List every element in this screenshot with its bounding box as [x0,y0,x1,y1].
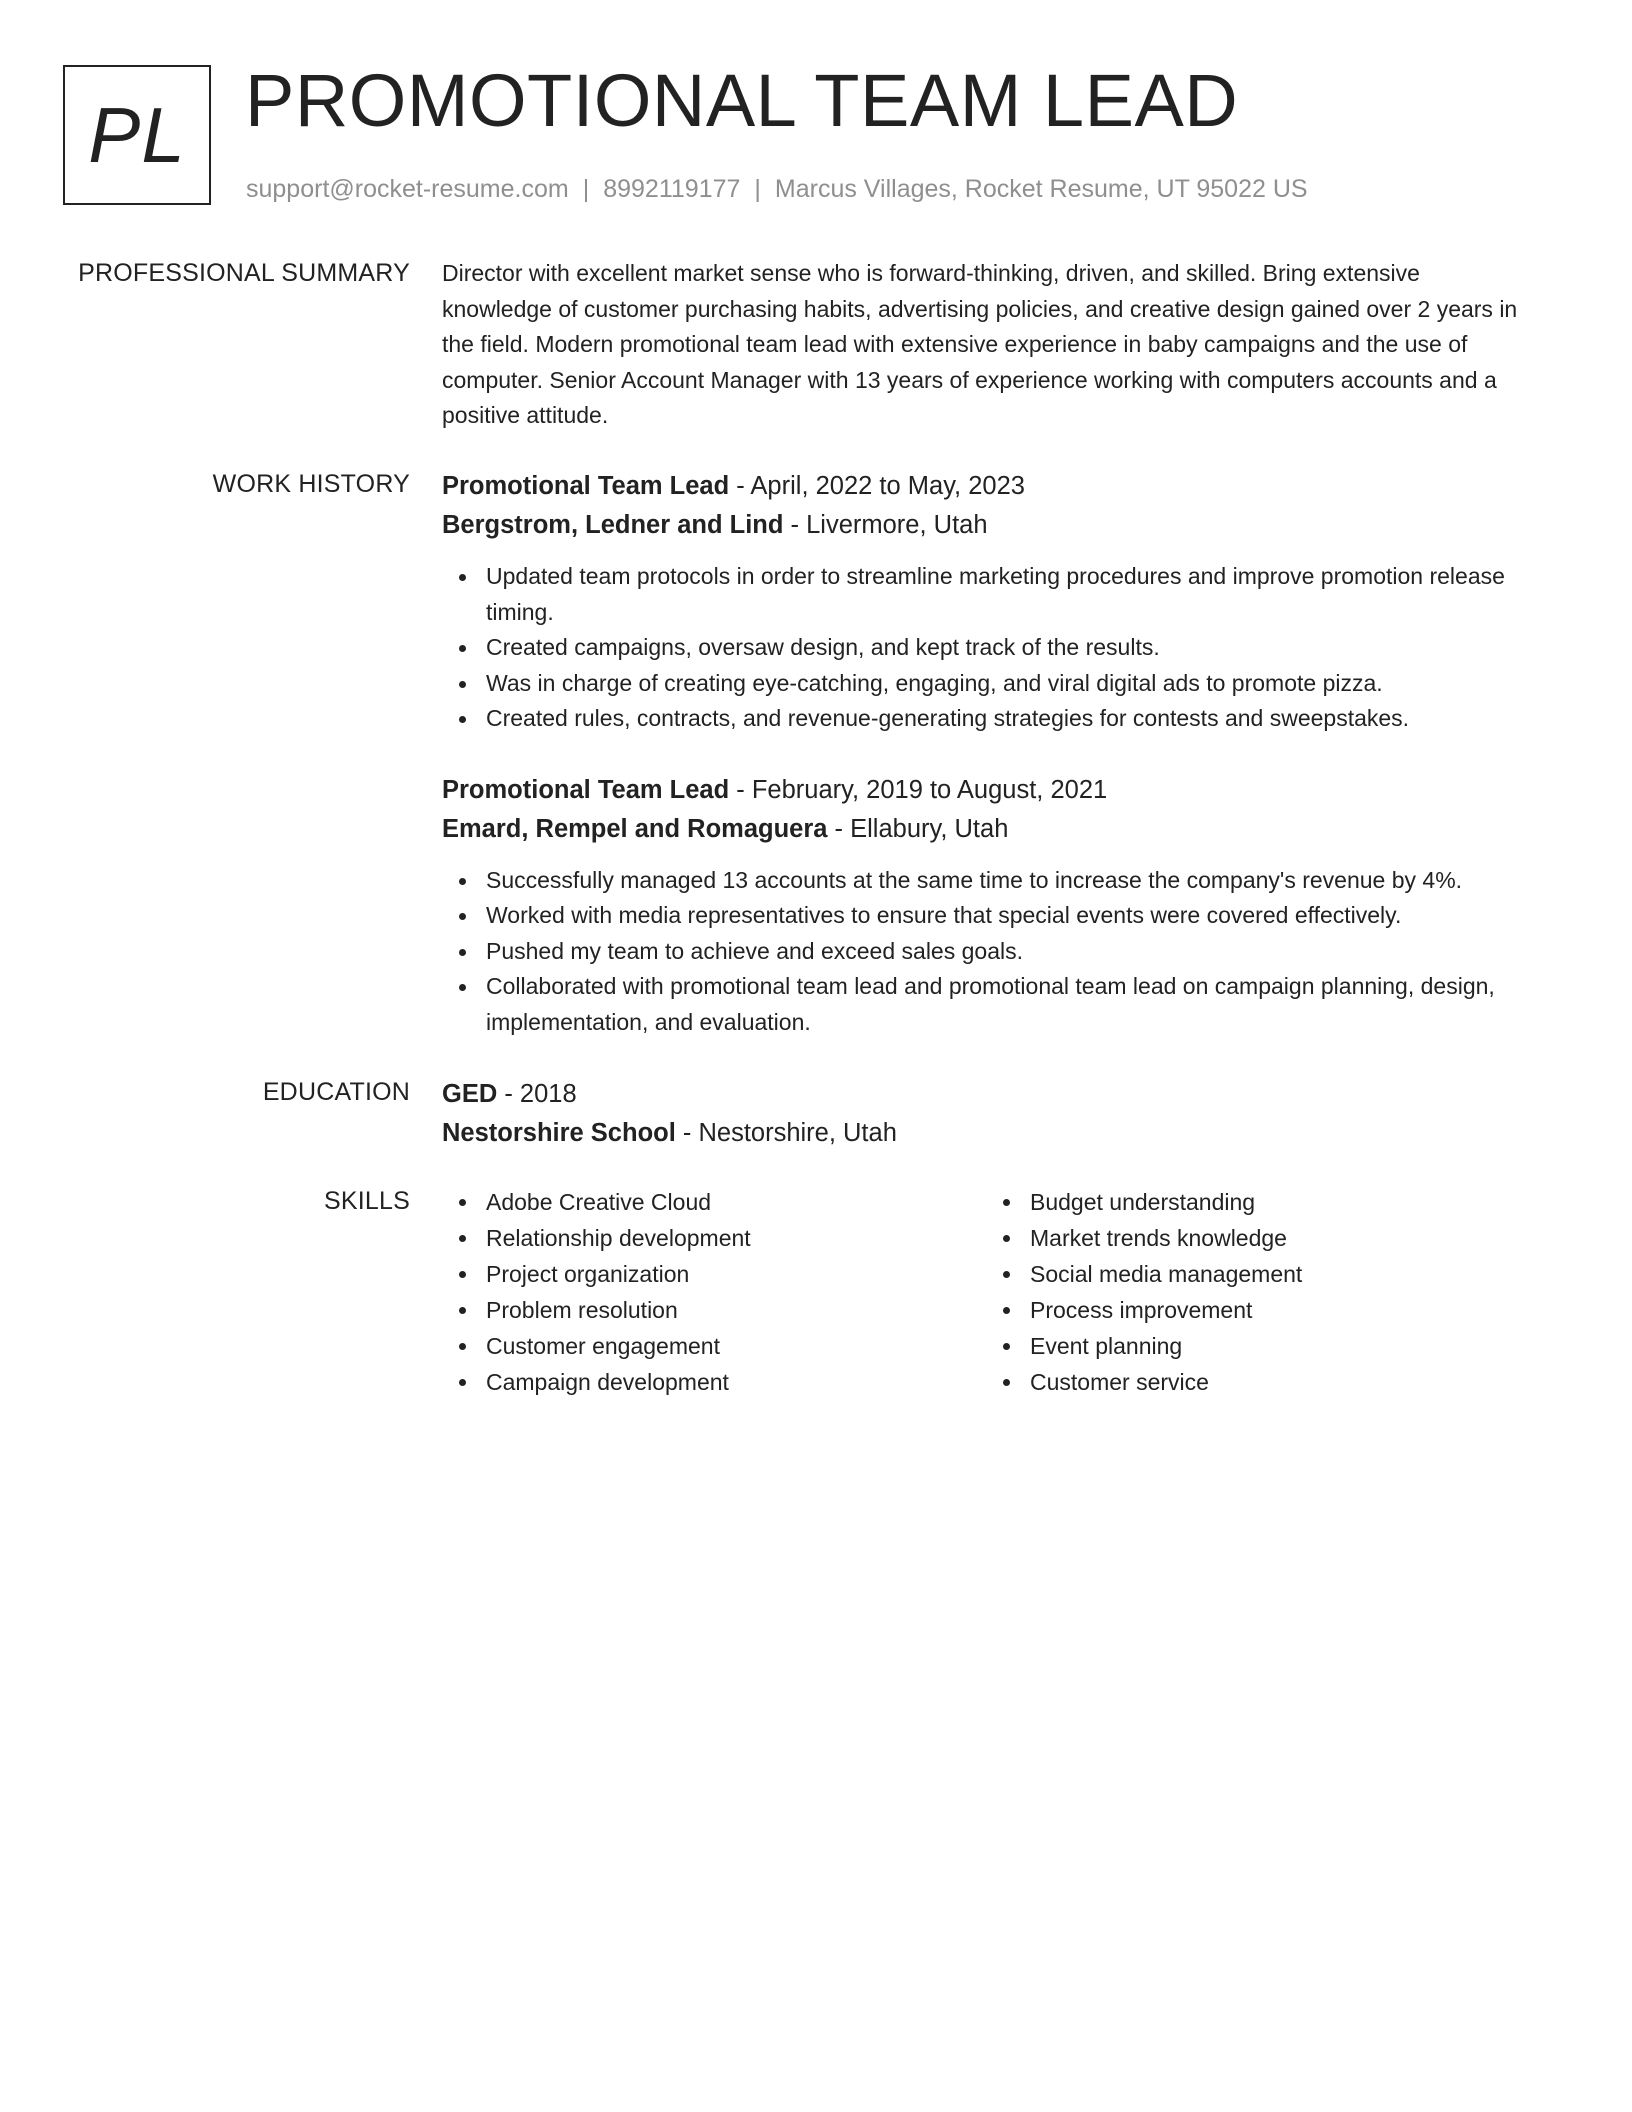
contact-line [246,172,1308,206]
job-dates: - February, 2019 to August, 2021 [729,775,1108,804]
list-item: Created campaigns, oversaw design, and kept track of the results. [442,630,1532,666]
job-company-line [442,810,1532,849]
monogram-initials: PL [88,91,186,179]
job-title-line [442,467,1532,506]
job-location: - Ellabury, Utah [827,814,1009,843]
skill-item: Social media management [986,1256,1526,1292]
summary-text: Director with excellent market sense who is forward-thinking, driven, and skilled. Bring extensive knowledge of customer purchasing habits, advertising policies, and creative design gained over 2 years in the field. Modern promotional team lead with extensive experience in baby campaigns and the use of computer. Senior Account Manager with 13 years of experience working with computers accounts and a positive attitude. [442,260,1518,428]
list-item: Collaborated with promotional team lead and promotional team lead on campaign planning, design, implementation, and evaluation. [442,969,1532,1040]
list-item: Successfully managed 13 accounts at the same time to increase the company's revenue by 4%. [442,863,1532,899]
skill-item: Event planning [986,1328,1526,1364]
skill-item: Customer service [986,1364,1526,1400]
contact-separator: | [754,175,761,203]
education-school-line [442,1114,1532,1153]
skill-item: Problem resolution [442,1292,982,1328]
education-year: - 2018 [497,1080,577,1108]
job-company-line [442,506,1532,545]
skill-item: Campaign development [442,1364,982,1400]
job-entry [442,771,1532,1041]
summary-body [442,256,1532,434]
skills-list-right [986,1184,1526,1400]
job-bullets [442,863,1532,1041]
education-location: - Nestorshire, Utah [675,1119,897,1147]
education-body [442,1075,1532,1153]
education-heading: EDUCATION [262,1078,410,1106]
education-school: Nestorshire School [442,1119,676,1147]
skill-item: Adobe Creative Cloud [442,1184,982,1220]
job-title: Promotional Team Lead [442,775,730,804]
job-entry [442,467,1532,737]
job-location: - Livermore, Utah [783,511,988,539]
work-history-body [442,467,1532,1040]
skills-column-left [442,1184,982,1400]
job-dates: - April, 2022 to May, 2023 [729,472,1025,500]
skill-item: Process improvement [986,1292,1526,1328]
resume-title: PROMOTIONAL TEAM LEAD [245,59,1239,142]
work-history-heading: WORK HISTORY [212,470,410,498]
education-degree-line [442,1075,1532,1114]
skill-item: Project organization [442,1256,982,1292]
skills-heading: SKILLS [324,1187,410,1215]
contact-email[interactable]: support@rocket-resume.com [246,175,569,203]
skills-list-left [442,1184,982,1400]
job-title: Promotional Team Lead [442,472,730,500]
skill-item: Customer engagement [442,1328,982,1364]
education-degree: GED [442,1080,498,1108]
skills-column-right [986,1184,1526,1400]
job-bullets [442,559,1532,737]
list-item: Worked with media representatives to ensure that special events were covered effectively. [442,898,1532,934]
skill-item: Relationship development [442,1220,982,1256]
monogram-box [63,65,211,205]
list-item: Pushed my team to achieve and exceed sales goals. [442,934,1532,970]
job-company: Emard, Rempel and Romaguera [442,814,828,843]
list-item: Updated team protocols in order to streamline marketing procedures and improve promotion release timing. [442,559,1532,630]
list-item: Created rules, contracts, and revenue-generating strategies for contests and sweepstakes. [442,701,1532,737]
summary-heading: PROFESSIONAL SUMMARY [78,259,410,287]
contact-address: Marcus Villages, Rocket Resume, UT 95022 US [774,175,1308,203]
job-company: Bergstrom, Ledner and Lind [442,511,784,539]
skill-item: Budget understanding [986,1184,1526,1220]
skill-item: Market trends knowledge [986,1220,1526,1256]
job-title-line [442,771,1532,810]
contact-phone[interactable]: 8992119177 [603,175,741,203]
contact-separator: | [582,175,590,203]
list-item: Was in charge of creating eye-catching, engaging, and viral digital ads to promote pizza. [442,666,1532,702]
